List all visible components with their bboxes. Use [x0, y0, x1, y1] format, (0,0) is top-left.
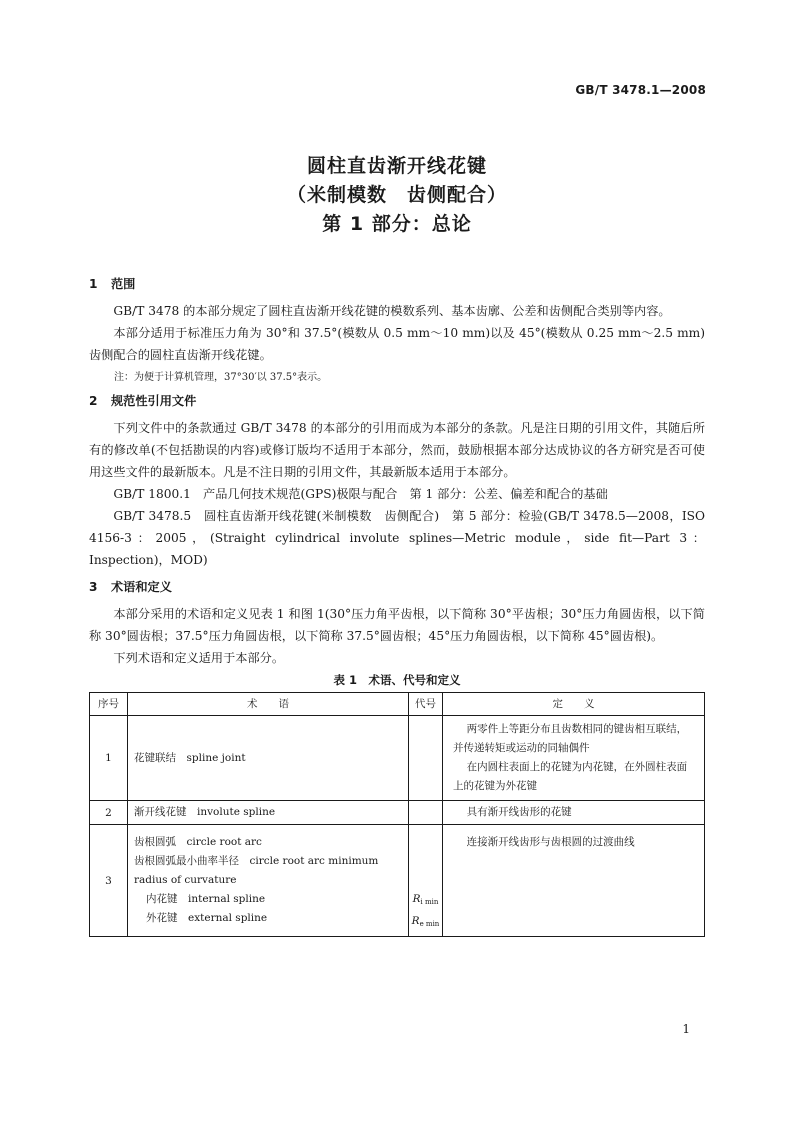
section-1-paragraph: 本部分适用于标准压力角为 30°和 37.5°(模数从 0.5 mm～10 mm)以及 45°(模数从 0.25 mm～2.5 mm)齿侧配合的圆柱直齿渐开线花键。 [89, 326, 705, 362]
symbol-cell [409, 801, 443, 825]
term-cell: 花键联结 spline joint [128, 716, 409, 801]
page-number: 1 [682, 1022, 690, 1036]
symbol-cell [409, 716, 443, 801]
header-term: 术 语 [128, 693, 409, 716]
title-line-2: （米制模数 齿侧配合） [286, 184, 507, 206]
header-definition: 定 义 [443, 693, 705, 716]
document-body [89, 273, 705, 937]
term-text: 齿根圆弧最小曲率半径 circle root arc minimum radius of curvature [134, 855, 379, 886]
definition-cell [443, 716, 705, 801]
table-caption: 表 1 术语、代号和定义 [333, 673, 461, 687]
definition-text: 具有渐开线齿形的花键 [466, 806, 572, 818]
title-line-3: 第 1 部分：总论 [322, 213, 472, 235]
document-title [0, 152, 794, 239]
header-symbol: 代号 [409, 693, 443, 716]
normative-reference: GB/T 1800.1 产品几何技术规范(GPS)极限与配合 第 1 部分：公差、偏差和配合的基础 [113, 487, 608, 501]
table-row [90, 801, 705, 825]
symbol-cell [409, 825, 443, 937]
section-2-paragraph: 下列文件中的条款通过 GB/T 3478 的本部分的引用而成为本部分的条款。凡是注日期的引用文件，其随后所有的修改单(不包括勘误的内容)或修订版均不适用于本部分，然而，鼓励根据本部分达成协议的各方研究是否可使用这些文件的最新版本。凡是不注日期的引用文件，其最新版本适用于本部分。 [89, 421, 705, 479]
standard-number: GB/T 3478.1—2008 [575, 83, 706, 97]
definition-cell [443, 801, 705, 825]
section-1-paragraph: GB/T 3478 的本部分规定了圆柱直齿渐开线花键的模数系列、基本齿廓、公差和齿侧配合类别等内容。 [113, 304, 671, 318]
symbol-ri-min: $R_{i min}$ [412, 893, 439, 906]
table-header-row [90, 693, 705, 716]
title-line-1: 圆柱直齿渐开线花键 [306, 155, 487, 177]
normative-reference: GB/T 3478.5 圆柱直齿渐开线花键(米制模数 齿侧配合) 第 5 部分：检验(GB/T 3478.5—2008，ISO 4156-3：2005，(Straight cylindrical involute splines—Metric module，side fit—Part 3：Inspection)，MOD) [89, 509, 705, 567]
table-row [90, 716, 705, 801]
section-3-paragraph: 本部分采用的术语和定义见表 1 和图 1(30°压力角平齿根，以下简称 30°平齿根；30°压力角圆齿根，以下简称 30°圆齿根；37.5°压力角圆齿根，以下简称 37.5°圆齿根；45°压力角圆齿根，以下简称 45°圆齿根)。 [89, 607, 705, 643]
term-text: 外花键 external spline [146, 912, 268, 924]
definition-text: 连接渐开线齿形与齿根圆的过渡曲线 [466, 836, 635, 848]
terms-table [89, 692, 705, 937]
term-cell: 渐开线花键 involute spline [128, 801, 409, 825]
row-number: 1 [90, 716, 128, 801]
term-cell [128, 825, 409, 937]
definition-text: 在内圆柱表面上的花键为内花键，在外圆柱表面上的花键为外花键 [453, 761, 688, 792]
section-1-note: 注：为便于计算机管理，37°30′以 37.5°表示。 [114, 372, 328, 383]
row-number: 3 [90, 825, 128, 937]
section-3-paragraph: 下列术语和定义适用于本部分。 [113, 651, 285, 665]
symbol-re-min: $R_{e min}$ [411, 915, 440, 928]
table-row [90, 825, 705, 937]
section-3-heading: 3 术语和定义 [89, 580, 172, 594]
term-text: 齿根圆弧 circle root arc [134, 836, 262, 848]
section-2-heading: 2 规范性引用文件 [89, 394, 197, 408]
row-number: 2 [90, 801, 128, 825]
definition-text: 两零件上等距分布且齿数相同的键齿相互联结，并传递转矩或运动的同轴偶件 [453, 723, 688, 754]
definition-cell [443, 825, 705, 937]
section-1-heading: 1 范围 [89, 277, 136, 291]
header-no: 序号 [90, 693, 128, 716]
term-text: 内花键 internal spline [146, 893, 266, 905]
